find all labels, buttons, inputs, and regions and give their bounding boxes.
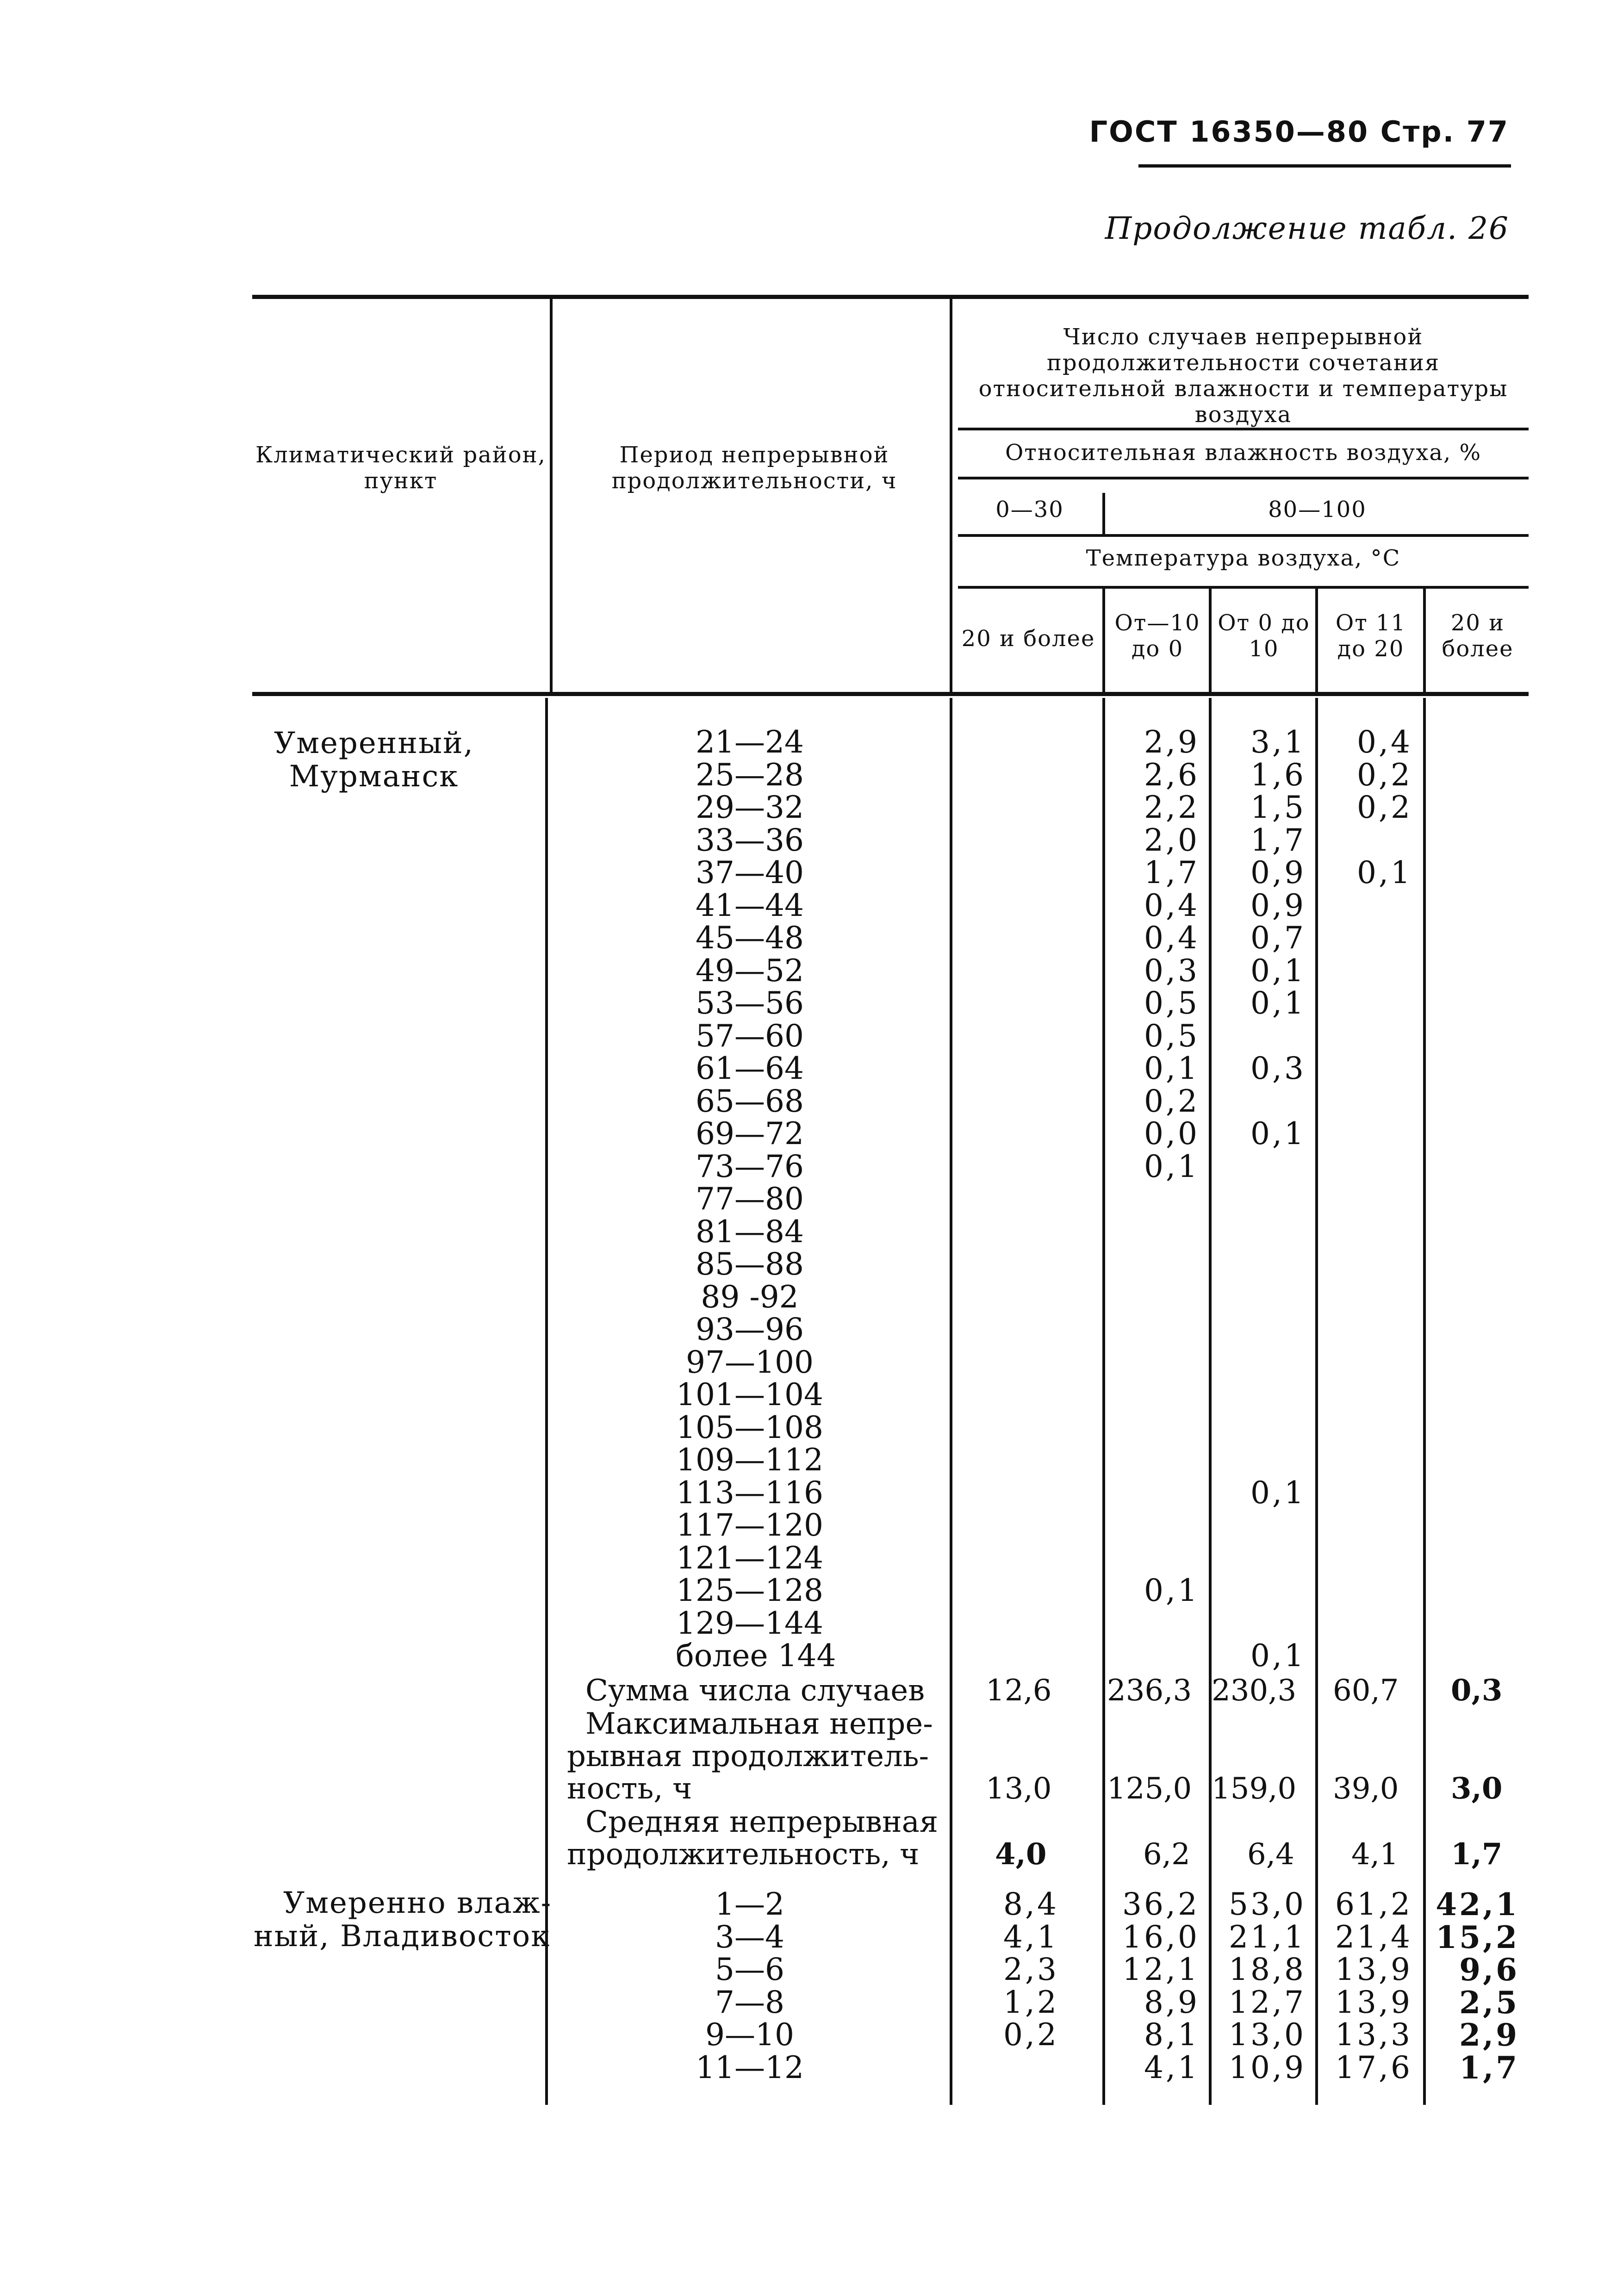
value-cell: 0,2 <box>1357 790 1412 825</box>
value-cell: 0,2 <box>1357 757 1412 793</box>
value-cell <box>1213 1607 1306 1640</box>
value-cell <box>1107 1183 1200 1216</box>
value-cell: 8,9 <box>1144 1984 1200 2020</box>
period-cell: 11—12 <box>696 2049 804 2085</box>
value-cell: 1,2 <box>1003 1984 1059 2020</box>
value-cell: 0,9 <box>1250 855 1306 890</box>
value-cell: 0,1 <box>1250 985 1306 1021</box>
value-cell <box>1107 1477 1200 1510</box>
value-cell <box>1320 890 1412 922</box>
period-cell: 65—68 <box>696 1083 804 1119</box>
value-cell <box>1107 1313 1200 1346</box>
period-cell: 49—52 <box>696 952 804 989</box>
value-cell: 15,2 <box>1436 1919 1519 1955</box>
header-temp-col-1: 20 и более <box>961 626 1095 652</box>
value-cell: 13,9 <box>1335 1984 1412 2020</box>
murmansk-avg-col5: 1,7 <box>1451 1837 1503 1872</box>
vrule-period-col1-body <box>950 698 952 2105</box>
vladivostok-col5 <box>1427 1888 1519 2084</box>
period-cell: 69—72 <box>696 1116 804 1151</box>
vladivostok-col3 <box>1213 1888 1306 2084</box>
value-cell <box>1213 1313 1306 1346</box>
region-murmansk: Умеренный, Мурманск <box>274 726 474 794</box>
period-cell: 101—104 <box>676 1377 823 1412</box>
value-cell <box>1320 1151 1412 1183</box>
value-cell <box>1320 1183 1412 1216</box>
table-top-rule <box>252 295 1529 299</box>
period-cell: 97—100 <box>686 1344 814 1380</box>
header-temp-col-2: От—10 до 0 <box>1114 610 1200 662</box>
murmansk-sum-col4: 60,7 <box>1333 1674 1399 1708</box>
value-cell <box>1107 1281 1200 1314</box>
region-vladivostok-2: ный, Владивосток <box>254 1919 551 1954</box>
value-cell <box>1213 1444 1306 1477</box>
vrule-period-count-head <box>950 299 952 692</box>
value-cell: 1,7 <box>1250 822 1306 858</box>
value-cell: 2,0 <box>1144 822 1200 858</box>
value-cell <box>1320 1640 1412 1673</box>
value-cell <box>1213 1509 1306 1542</box>
value-cell <box>1320 955 1412 988</box>
value-cell: 17,6 <box>1335 2049 1412 2085</box>
value-cell: 0,0 <box>1144 1116 1200 1151</box>
vladivostok-col4 <box>1320 1888 1412 2084</box>
vrule-temp-3 <box>1315 589 1318 692</box>
value-cell <box>1320 1477 1412 1510</box>
value-cell: 0,1 <box>1144 1051 1200 1086</box>
vrule-region-period-head <box>550 299 553 692</box>
value-cell <box>1107 1444 1200 1477</box>
table-continuation-caption: Продолжение табл. 26 <box>1105 211 1509 246</box>
value-cell: 53,0 <box>1229 1886 1306 1922</box>
value-cell: 42,1 <box>1436 1886 1519 1923</box>
murmansk-col4 <box>1320 726 1412 1673</box>
value-cell <box>1320 1118 1412 1151</box>
header-humidity-high: 80—100 <box>1268 497 1367 523</box>
vladivostok-col1 <box>954 1888 1059 2084</box>
period-cell: 45—48 <box>696 920 804 956</box>
period-cell: 7—8 <box>715 1984 784 2020</box>
vrule-col1-col2-body <box>1102 698 1105 2105</box>
value-cell: 0,1 <box>1250 1638 1306 1674</box>
value-cell: 0,1 <box>1250 1475 1306 1511</box>
rule-under-temperature <box>958 586 1529 589</box>
value-cell: 13,0 <box>1229 2017 1306 2053</box>
value-cell: 0,5 <box>1144 1018 1200 1054</box>
period-cell: 61—64 <box>696 1051 804 1086</box>
value-cell <box>1213 1281 1306 1314</box>
value-cell <box>1320 987 1412 1020</box>
value-cell: 61,2 <box>1335 1886 1412 1922</box>
period-cell: 121—124 <box>676 1540 823 1576</box>
period-cell: 117—120 <box>676 1507 823 1543</box>
period-cell: 81—84 <box>696 1213 804 1250</box>
value-cell: 9,6 <box>1459 1952 1519 1988</box>
value-cell: 0,1 <box>1357 855 1412 890</box>
period-cell: 29—32 <box>696 790 804 825</box>
value-cell <box>1213 1020 1306 1053</box>
value-cell: 18,8 <box>1229 1952 1306 1987</box>
period-cell: 125—128 <box>676 1573 823 1608</box>
value-cell <box>1107 1216 1200 1249</box>
value-cell: 4,1 <box>1003 1919 1059 1955</box>
header-period: Период непрерывной продолжительности, ч <box>611 442 897 494</box>
value-cell <box>1320 1346 1412 1379</box>
value-cell: 0,1 <box>1144 1148 1200 1184</box>
table-head-bottom-rule <box>252 692 1529 696</box>
value-cell: 0,3 <box>1250 1051 1306 1086</box>
period-cell: 41—44 <box>696 887 804 923</box>
value-cell <box>1213 1248 1306 1281</box>
period-cell: 93—96 <box>696 1312 804 1347</box>
value-cell <box>1320 1216 1412 1249</box>
value-cell <box>1107 1542 1200 1575</box>
value-cell: 2,9 <box>1144 724 1200 760</box>
period-cell: 89 -92 <box>701 1279 799 1315</box>
period-cell: 109—112 <box>676 1442 823 1478</box>
value-cell <box>1320 1379 1412 1412</box>
murmansk-sum-label: Сумма числа случаев <box>585 1674 925 1708</box>
value-cell: 1,6 <box>1250 757 1306 793</box>
value-cell <box>1320 1412 1412 1444</box>
period-cell: более 144 <box>676 1638 836 1674</box>
murmansk-max-col5: 3,0 <box>1451 1771 1503 1806</box>
value-cell: 0,2 <box>1144 1083 1200 1119</box>
murmansk-col2 <box>1107 726 1200 1673</box>
value-cell: 8,4 <box>1003 1886 1059 1922</box>
period-cell: 3—4 <box>715 1919 784 1955</box>
value-cell: 0,4 <box>1357 724 1412 760</box>
header-temp-col-4: От 11 до 20 <box>1335 610 1406 662</box>
value-cell <box>1213 1379 1306 1412</box>
value-cell: 0,2 <box>1003 2017 1059 2053</box>
murmansk-max-col2: 125,0 <box>1107 1772 1192 1806</box>
value-cell <box>1107 1607 1200 1640</box>
value-cell: 4,1 <box>1144 2049 1200 2085</box>
value-cell <box>1107 1412 1200 1444</box>
value-cell: 0,1 <box>1144 1573 1200 1608</box>
value-cell: 8,1 <box>1144 2017 1200 2053</box>
value-cell: 0,9 <box>1250 887 1306 923</box>
value-cell: 2,2 <box>1144 790 1200 825</box>
period-cell: 85—88 <box>696 1246 804 1282</box>
period-cell: 113—116 <box>676 1475 823 1511</box>
value-cell <box>1320 1313 1412 1346</box>
value-cell <box>1213 1542 1306 1575</box>
value-cell <box>1213 1085 1306 1118</box>
murmansk-sum-col3: 230,3 <box>1212 1674 1297 1708</box>
rule-under-humidity-ranges <box>958 534 1529 537</box>
murmansk-max-label-3: ность, ч <box>567 1772 692 1806</box>
vrule-col2-col3-body <box>1209 698 1212 2105</box>
period-cell: 105—108 <box>676 1409 823 1445</box>
murmansk-periods <box>676 724 836 1674</box>
murmansk-sum-col1: 12,6 <box>986 1674 1052 1708</box>
value-cell: 2,9 <box>1459 2017 1519 2053</box>
murmansk-col3 <box>1213 726 1306 1673</box>
value-cell: 1,5 <box>1250 790 1306 825</box>
murmansk-sum-col2: 236,3 <box>1107 1674 1192 1708</box>
value-cell <box>1320 1509 1412 1542</box>
value-cell <box>1320 1574 1412 1607</box>
murmansk-avg-col2: 6,2 <box>1143 1837 1190 1872</box>
value-cell <box>1320 922 1412 955</box>
value-cell: 21,1 <box>1229 1919 1306 1955</box>
value-cell <box>1107 1379 1200 1412</box>
vrule-temp-2 <box>1209 589 1212 692</box>
value-cell <box>1320 824 1412 857</box>
value-cell: 13,9 <box>1335 1952 1412 1987</box>
murmansk-max-col4: 39,0 <box>1333 1772 1399 1806</box>
rule-under-humidity <box>958 477 1529 479</box>
vrule-temp-4 <box>1423 589 1426 692</box>
period-cell: 37—40 <box>696 855 804 890</box>
value-cell <box>1107 1640 1200 1673</box>
value-cell <box>1213 1216 1306 1249</box>
header-temp-col-5: 20 и более <box>1442 610 1514 662</box>
period-cell: 129—144 <box>676 1605 823 1641</box>
murmansk-avg-col3: 6,4 <box>1247 1837 1294 1872</box>
value-cell <box>1107 1509 1200 1542</box>
value-cell <box>1107 1346 1200 1379</box>
value-cell: 0,4 <box>1144 887 1200 923</box>
rule-under-count-header <box>958 428 1529 430</box>
period-cell: 73—76 <box>696 1148 804 1184</box>
value-cell: 1,7 <box>1144 855 1200 890</box>
header-humidity-low: 0—30 <box>995 497 1064 523</box>
vladivostok-col2 <box>1107 1888 1200 2084</box>
value-cell: 16,0 <box>1122 1919 1200 1955</box>
value-cell: 12,1 <box>1122 1952 1200 1987</box>
murmansk-avg-col1: 4,0 <box>995 1837 1047 1872</box>
murmansk-avg-col4: 4,1 <box>1351 1837 1399 1872</box>
vrule-humidity-ranges <box>1102 493 1105 535</box>
value-cell <box>1320 1085 1412 1118</box>
value-cell: 10,9 <box>1229 2049 1306 2085</box>
value-cell: 2,6 <box>1144 757 1200 793</box>
value-cell: 12,7 <box>1229 1984 1306 2020</box>
murmansk-max-label-2: рывная продолжитель- <box>567 1739 929 1773</box>
value-cell <box>1320 1444 1412 1477</box>
period-cell: 57—60 <box>696 1018 804 1054</box>
value-cell: 0,5 <box>1144 985 1200 1021</box>
header-humidity: Относительная влажность воздуха, % <box>1005 440 1482 466</box>
value-cell <box>1213 1183 1306 1216</box>
value-cell: 2,3 <box>1003 1952 1059 1987</box>
value-cell <box>1320 1020 1412 1053</box>
value-cell: 2,5 <box>1459 1984 1519 2021</box>
header-count: Число случаев непрерывной продолжительности сочетания относительной влажности и температуры воздуха <box>978 324 1508 428</box>
vladivostok-periods <box>676 1888 824 2084</box>
value-cell <box>1213 1151 1306 1183</box>
value-cell: 0,3 <box>1144 952 1200 989</box>
value-cell: 13,3 <box>1335 2017 1412 2053</box>
value-cell <box>1320 1542 1412 1575</box>
vrule-col4-col5-body <box>1423 698 1426 2105</box>
value-cell: 21,4 <box>1335 1919 1412 1955</box>
period-cell: 53—56 <box>696 985 804 1021</box>
page-header: ГОСТ 16350—80 Стр. 77 <box>1089 115 1509 149</box>
value-cell <box>1320 1607 1412 1640</box>
murmansk-max-label-1: Максимальная непре- <box>585 1707 933 1741</box>
period-cell: 1—2 <box>715 1886 784 1922</box>
vrule-temp-1 <box>1102 589 1105 692</box>
header-temp-col-3: От 0 до 10 <box>1218 610 1310 662</box>
value-cell: 0,1 <box>1250 1116 1306 1151</box>
value-cell <box>954 2052 1059 2084</box>
value-cell: 0,1 <box>1250 952 1306 989</box>
value-cell <box>1213 1574 1306 1607</box>
period-cell: 9—10 <box>705 2017 794 2053</box>
value-cell <box>1107 1248 1200 1281</box>
period-cell: 25—28 <box>696 757 804 793</box>
header-temperature: Температура воздуха, °С <box>1086 545 1401 571</box>
value-cell <box>1320 1248 1412 1281</box>
murmansk-avg-label-2: продолжительность, ч <box>567 1837 920 1872</box>
value-cell <box>1320 1052 1412 1085</box>
murmansk-sum-col5: 0,3 <box>1451 1673 1503 1708</box>
period-cell: 77—80 <box>696 1181 804 1217</box>
header-region: Климатический район, пункт <box>255 442 546 494</box>
value-cell: 1,7 <box>1459 2049 1519 2086</box>
period-cell: 5—6 <box>715 1952 784 1987</box>
murmansk-max-col1: 13,0 <box>986 1772 1052 1806</box>
value-cell: 0,4 <box>1144 920 1200 956</box>
period-cell: 21—24 <box>696 724 804 760</box>
vrule-col3-col4-body <box>1315 698 1318 2105</box>
value-cell: 3,1 <box>1250 724 1306 760</box>
murmansk-max-col3: 159,0 <box>1212 1772 1297 1806</box>
value-cell: 36,2 <box>1122 1886 1200 1922</box>
value-cell <box>1213 1412 1306 1444</box>
value-cell <box>1213 1346 1306 1379</box>
value-cell: 0,7 <box>1250 920 1306 956</box>
header-rule <box>1138 164 1511 168</box>
murmansk-avg-label-1: Средняя непрерывная <box>585 1805 939 1839</box>
period-cell: 33—36 <box>696 822 804 858</box>
value-cell <box>1320 1281 1412 1314</box>
region-vladivostok-1: Умеренно влаж- <box>283 1886 552 1920</box>
